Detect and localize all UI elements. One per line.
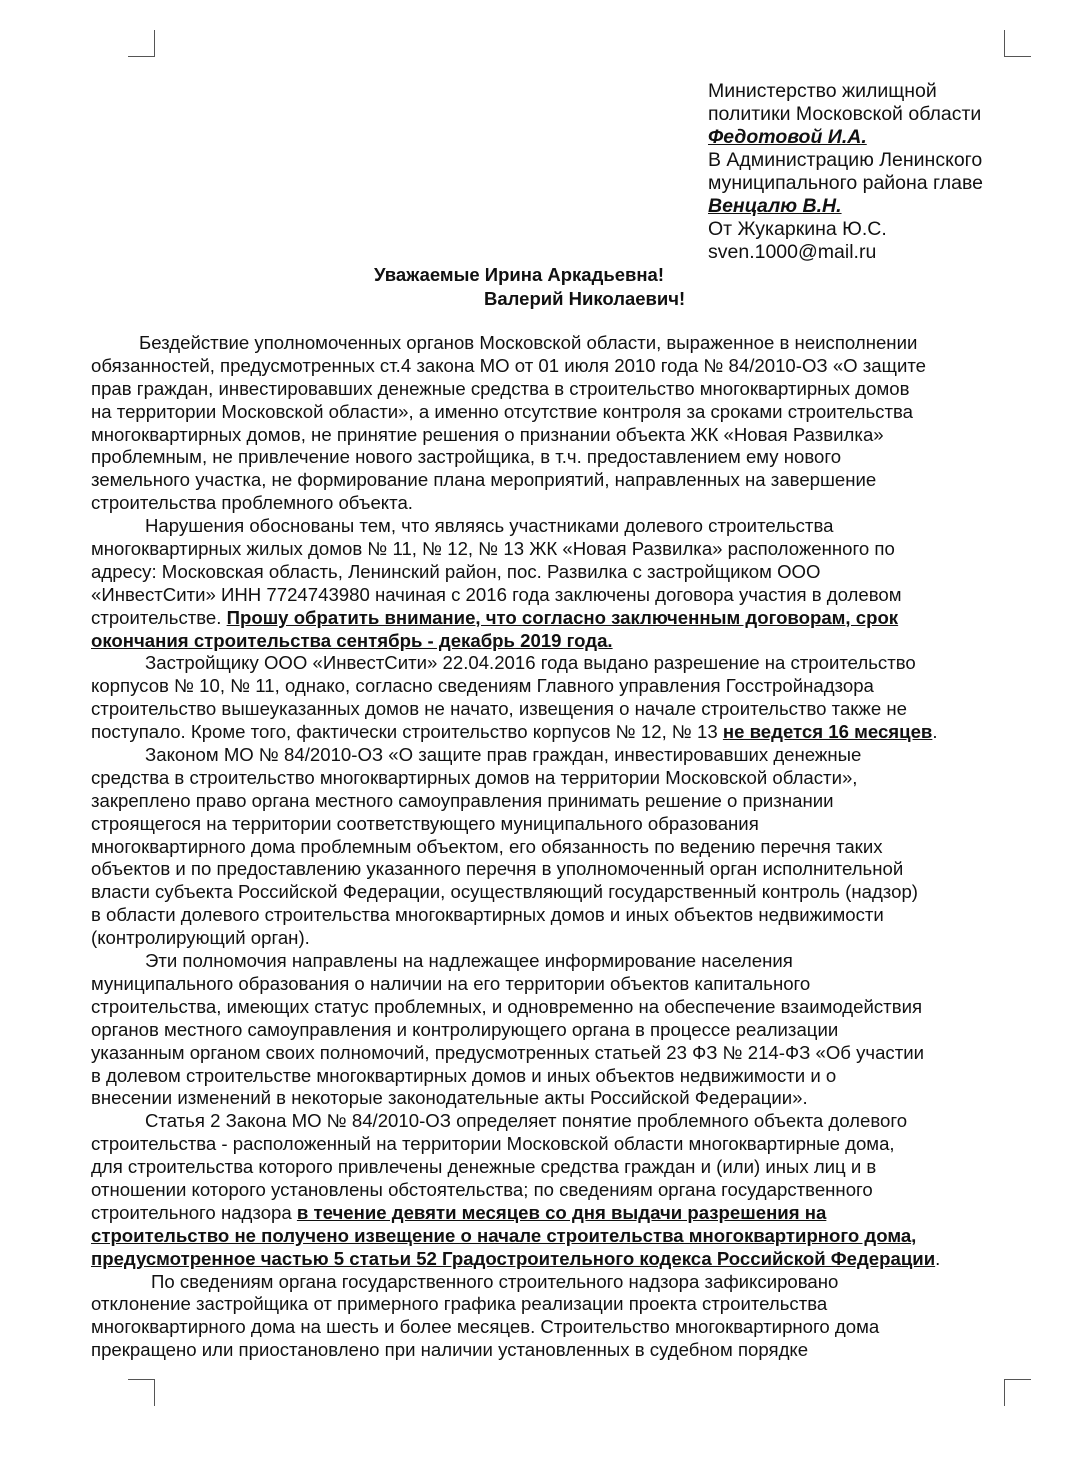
page-corner-mark-top-right: [1004, 30, 1031, 57]
text-line: в области долевого строительства многоквартирных домов и иных объектов недвижимости: [91, 904, 884, 926]
text-line: строительства - расположенный на территории Московской области многоквартирные дома,: [91, 1133, 895, 1155]
text-line: отклонение застройщика от примерного графика реализации проекта строительства: [91, 1293, 828, 1315]
text-line: Законом МО № 84/2010-ОЗ «О защите прав граждан, инвестировавших денежные: [145, 744, 862, 766]
page-corner-mark-bottom-left: [128, 1379, 155, 1406]
page-corner-mark-top-left: [128, 30, 155, 57]
text-line: многоквартирного дома проблемным объектом, его обязанность по ведению перечня таких: [91, 835, 883, 857]
salutation-line-1: Уважаемые Ирина Аркадьевна!: [374, 264, 664, 285]
text-line: Застройщику ООО «ИнвестСити» 22.04.2016 года выдано разрешение на строительство: [145, 652, 916, 674]
text-line: указанным органом своих полномочий, предусмотренных статьей 23 ФЗ № 214-ФЗ «Об участии: [91, 1041, 925, 1063]
addressee-line: муниципального района главе: [708, 172, 983, 194]
text-line: для строительства которого привлечены денежные средства граждан и (или) иных лиц и в: [91, 1156, 877, 1178]
salutation-line-2: Валерий Николаевич!: [484, 288, 686, 309]
sender-line: От Жукаркина Ю.С.: [708, 218, 887, 240]
text-line: По сведениям органа государственного строительного надзора зафиксировано: [151, 1270, 839, 1292]
text-line: адресу: Московская область, Ленинский район, пос. Развилка с застройщиком ООО: [91, 560, 821, 582]
emphasis-text: окончания строительства сентябрь - декабрь 2019 года.: [91, 629, 613, 651]
text-line: многоквартирных домов, не принятие решения о признании объекта ЖК «Новая Развилка»: [91, 423, 884, 445]
text-line: многоквартирных жилых домов № 11, № 12, № 13 ЖК «Новая Развилка» расположенного по: [91, 538, 895, 560]
emphasis-text: предусмотренное частью 5 статьи 52 Градостроительного кодекса Российской Федерации: [91, 1247, 936, 1269]
text-line: на территории Московской области», а именно отсутствие контроля за сроками строительства: [91, 400, 913, 422]
text-line: строительство вышеуказанных домов не начато, извещения о начале строительство также не: [91, 698, 907, 720]
text-line: закреплено право органа местного самоуправления принимать решение о признании: [91, 789, 834, 811]
text-line: отношении которого установлены обстоятельства; по сведениям органа государственного: [91, 1178, 873, 1200]
emphasis-text: не ведется 16 месяцев: [722, 721, 933, 743]
text-line: земельного участка, не формирование плана мероприятий, направленных на завершение: [91, 469, 877, 491]
text-line: Статья 2 Закона МО № 84/2010-ОЗ определяет понятие проблемного объекта долевого: [145, 1110, 908, 1132]
text-line: [91, 721, 1001, 744]
text-line: строительства проблемного объекта.: [91, 492, 413, 514]
text-line: прекращено или приостановлено при наличии установленных в судебном порядке: [91, 1339, 809, 1361]
text-line: Эти полномочия направлены на надлежащее информирование населения: [145, 950, 793, 972]
addressee-name-1: Федотовой И.А.: [708, 126, 867, 148]
text-line: обязанностей, предусмотренных ст.4 закона МО от 01 июля 2010 года № 84/2010-ОЗ «О защите: [91, 354, 926, 376]
text-segment: поступало. Кроме того, фактически строительство корпусов № 12, № 13: [91, 721, 723, 743]
text-line: [91, 1202, 1001, 1225]
text-segment: строительстве.: [91, 606, 227, 628]
text-line: в долевом строительстве многоквартирных домов и иных объектов недвижимости и о: [91, 1064, 837, 1086]
emphasis-text: строительство не получено извещение о начале строительства многоквартирного дома,: [91, 1224, 917, 1246]
addressee-name-2: Венцалю В.Н.: [708, 195, 842, 217]
text-line: строительства, имеющих статус проблемных, и одновременно на обеспечение взаимодействия: [91, 995, 923, 1017]
text-line: [91, 1248, 1001, 1271]
emphasis-text: Прошу обратить внимание, что согласно заключенным договорам, срок: [226, 606, 899, 628]
text-segment: .: [932, 721, 938, 743]
addressee-line: В Администрацию Ленинского: [708, 149, 983, 171]
text-line: Нарушения обоснованы тем, что являясь участниками долевого строительства: [145, 515, 834, 537]
text-line: [91, 1225, 1001, 1248]
emphasis-text: в течение девяти месяцев со дня выдачи разрешения на: [296, 1201, 827, 1223]
text-line: проблемным, не привлечение нового застройщика, в т.ч. предоставлением ему нового: [91, 446, 842, 468]
text-line: строящегося на территории соответствующего муниципального образования: [91, 812, 759, 834]
addressee-line: Министерство жилищной: [708, 80, 937, 102]
sender-email: sven.1000@mail.ru: [708, 241, 877, 263]
text-line: Бездействие уполномоченных органов Московской области, выраженное в неисполнении: [139, 332, 918, 353]
text-line: (контролирующий орган).: [91, 927, 310, 949]
page-corner-mark-bottom-right: [1004, 1379, 1031, 1406]
text-line: «ИнвестСити» ИНН 7724743980 начиная с 2016 года заключены договора участия в долевом: [91, 583, 902, 605]
text-line: муниципального образования о наличии на его территории объектов капитального: [91, 972, 811, 994]
text-line: средства в строительство многоквартирных домов на территории Московской области»,: [91, 766, 858, 788]
text-line: власти субъекта Российской Федерации, осуществляющий государственный контроль (надзор): [91, 881, 918, 903]
letter-body: [91, 332, 1001, 1362]
addressee-block: [708, 80, 1038, 264]
text-segment: .: [935, 1247, 941, 1269]
text-line: многоквартирного дома на шесть и более месяцев. Строительство многоквартирного дома: [91, 1316, 880, 1338]
text-line: прав граждан, инвестировавших денежные средства в строительство многоквартирных домов: [91, 377, 910, 399]
text-line: объектов и по предоставлению указанного перечня в уполномоченный орган исполнительной: [91, 858, 904, 880]
text-line: органов местного самоуправления и контролирующего органа в процессе реализации: [91, 1018, 839, 1040]
text-line: [91, 630, 1001, 653]
text-line: корпусов № 10, № 11, однако, согласно сведениям Главного управления Госстройнадзора: [91, 675, 874, 697]
addressee-line: политики Московской области: [708, 103, 982, 125]
text-line: внесении изменений в некоторые законодательные акты Российской Федерации».: [91, 1087, 808, 1109]
text-line: [91, 607, 1001, 630]
text-segment: строительного надзора: [91, 1201, 297, 1223]
